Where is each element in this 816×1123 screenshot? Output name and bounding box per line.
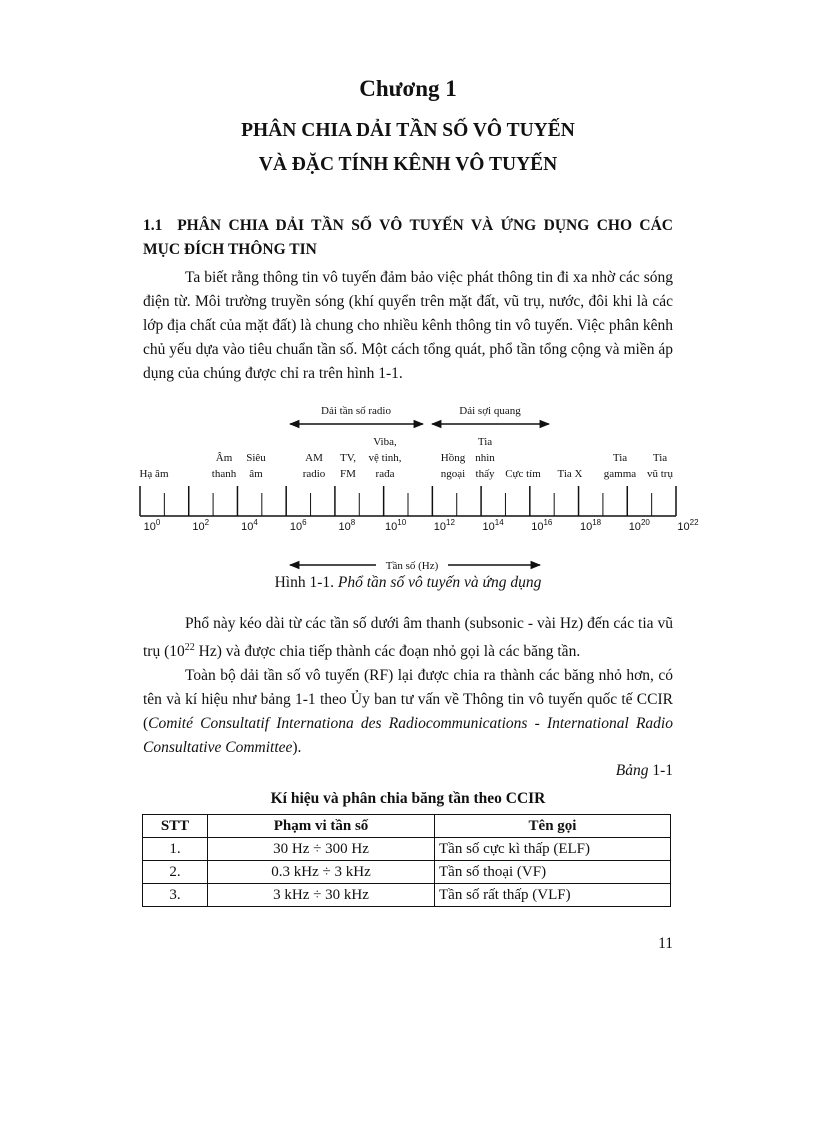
tick-label: $10^8$ xyxy=(338,518,356,533)
figure-caption xyxy=(0,574,816,592)
band-label: gamma xyxy=(603,468,637,480)
band-label: Tia X xyxy=(557,468,583,480)
band-label: vệ tinh, xyxy=(368,452,402,464)
chapter-number: Chương 1 xyxy=(359,76,457,101)
band-label: rađa xyxy=(375,468,395,480)
band-label: TV, xyxy=(340,452,356,464)
band-label: nhìn xyxy=(475,452,495,464)
intro-paragraph: Ta biết rằng thông tin vô tuyến đảm bảo việc phát thông tin đi xa nhờ các sóng điện từ. Môi trường truyền sóng (khí quyển trên mặt đất, vũ trụ, nước, đôi khi là các lớp địa chất của mặt đất) là chung cho nhiều kênh thông tin vô tuyến. Việc phân kênh chủ yếu dựa vào tiêu chuẩn tần số. Một cách tổng quát, phổ tần tổng cộng và miền áp dụng của chúng được chỉ ra trên hình 1-1. xyxy=(143,269,673,382)
chapter-title-line-1: PHÂN CHIA DẢI TẦN SỐ VÔ TUYẾN xyxy=(241,120,575,141)
para2-text-a: Phổ này kéo dài từ các tần số dưới âm thanh (subsonic - vài Hz) đến các tia vũ trụ (10 xyxy=(143,615,673,661)
section-heading-line-2: MỤC ĐÍCH THÔNG TIN xyxy=(143,241,317,258)
band-label: Siêu xyxy=(246,452,266,464)
caption-prefix: Hình 1-1. xyxy=(274,574,338,591)
cell-name: Tần số rất thấp (VLF) xyxy=(435,884,671,907)
spectrum-figure xyxy=(130,397,699,577)
band-label: Tia xyxy=(612,452,628,464)
tick-label: $10^6$ xyxy=(289,518,307,533)
section-heading-text: PHÂN CHIA DẢI TẦN SỐ VÔ TUYẾN VÀ ỨNG DỤNG CHO CÁC xyxy=(177,217,673,234)
spectrum-diagram xyxy=(130,397,699,577)
caption-text: Phổ tần số vô tuyến và ứng dụng xyxy=(337,574,542,591)
tick-label: $10^0$ xyxy=(143,518,161,533)
table-label-number: 1-1 xyxy=(648,762,673,779)
tick-label: $10^{12}$ xyxy=(433,518,455,533)
header-frequency-range: Phạm vi tần số xyxy=(208,815,435,838)
cell-stt: 1. xyxy=(143,838,208,861)
band-label: Tia xyxy=(477,436,493,448)
band-label: Hồng xyxy=(440,452,466,464)
band-label: ngoại xyxy=(440,468,466,480)
band-label: Tia xyxy=(652,452,668,464)
section-number: 1.1 xyxy=(143,217,163,234)
ccir-full-name: Comité Consultatif Internationa des Radiocommunications - International Radio Consultative Committee xyxy=(143,715,673,757)
cell-stt: 2. xyxy=(143,861,208,884)
band-label: Hạ âm xyxy=(139,468,169,480)
tick-label: $10^{16}$ xyxy=(531,518,553,533)
band-label: Viba, xyxy=(373,436,397,448)
tick-label: $10^{18}$ xyxy=(579,518,602,533)
band-label: radio xyxy=(302,468,326,480)
table-row xyxy=(143,838,671,861)
tick-label: $10^{20}$ xyxy=(628,518,650,533)
fiber-range-label: Dải sợi quang xyxy=(459,405,521,417)
frequency-axis-label: Tần số (Hz) xyxy=(385,560,439,572)
band-label: vũ trụ xyxy=(647,468,673,480)
header-stt: STT xyxy=(143,815,208,838)
band-label: AM xyxy=(305,452,323,464)
radio-range-label: Dải tần số radio xyxy=(321,405,391,417)
cell-range: 0.3 kHz ÷ 3 kHz xyxy=(208,861,435,884)
tick-label: $10^{14}$ xyxy=(482,518,504,533)
table-title: Kí hiệu và phân chia băng tần theo CCIR xyxy=(270,790,546,807)
spectrum-paragraph xyxy=(143,612,673,760)
header-name: Tên gọi xyxy=(435,815,671,838)
band-label: thấy xyxy=(475,468,495,480)
table-label-word: Bảng xyxy=(615,762,649,779)
para2-exponent: 22 xyxy=(184,642,195,653)
band-label: Cực tím xyxy=(505,468,541,480)
band-label: FM xyxy=(340,468,356,480)
tick-label: $10^4$ xyxy=(241,518,258,533)
table-row xyxy=(143,861,671,884)
para2-text-b: Hz) và được chia tiếp thành các đoạn nhỏ gọi là các băng tần. xyxy=(194,643,581,661)
cell-range: 30 Hz ÷ 300 Hz xyxy=(208,838,435,861)
cell-stt: 3. xyxy=(143,884,208,907)
tick-label: $10^{22}$ xyxy=(677,518,699,533)
tick-label: $10^2$ xyxy=(192,518,210,533)
page-number: 11 xyxy=(658,935,673,952)
table-label xyxy=(560,762,673,780)
para3-text-a: Toàn bộ dải tần số vô tuyến (RF) lại được chia ra thành các băng nhỏ hơn, có tên và kí hiệu như bảng 1-1 theo Ủy ban tư vấn về Thông tin vô tuyến quốc tế CCIR ( xyxy=(143,667,673,733)
ccir-band-table xyxy=(142,814,671,907)
band-label: Âm xyxy=(215,452,233,464)
tick-label: $10^{10}$ xyxy=(385,518,407,533)
section-heading-line-1 xyxy=(143,217,673,235)
chapter-title-line-2: VÀ ĐẶC TÍNH KÊNH VÔ TUYẾN xyxy=(258,154,558,175)
band-label: âm xyxy=(249,468,263,480)
cell-name: Tần số thoại (VF) xyxy=(435,861,671,884)
table-row xyxy=(143,884,671,907)
cell-range: 3 kHz ÷ 30 kHz xyxy=(208,884,435,907)
table-header-row xyxy=(143,815,671,838)
band-label: thanh xyxy=(211,468,237,480)
para3-text-b: ). xyxy=(292,739,302,757)
cell-name: Tần số cực kì thấp (ELF) xyxy=(435,838,671,861)
